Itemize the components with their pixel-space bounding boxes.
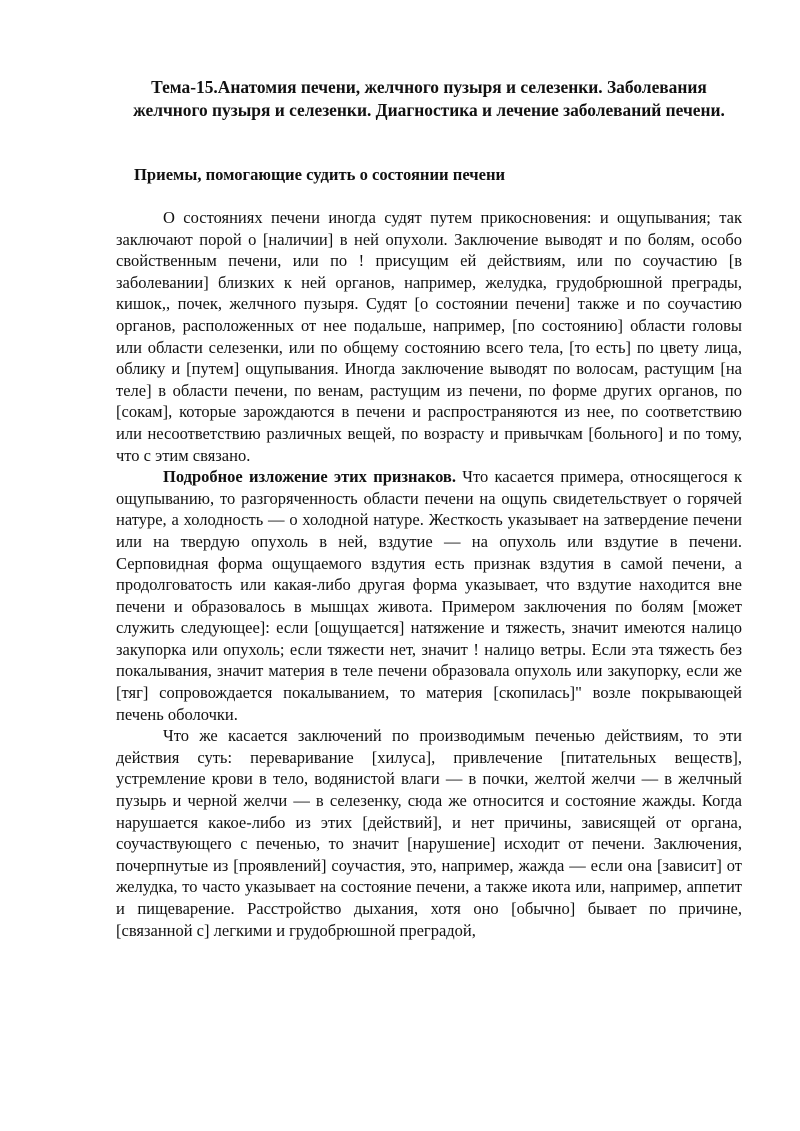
section-heading: Приемы, помогающие судить о состоянии печени — [134, 165, 506, 184]
paragraph-2 — [116, 466, 742, 725]
body-text — [116, 207, 742, 941]
paragraph-2-lead: Подробное изложение этих признаков. — [163, 467, 456, 487]
paragraph-3-text: Что же касается заключений по производимым печенью действиям, то эти действия суть: переваривание [хилуса], привлечение [питательных веществ], устремление крови в тело, водянистой влаги — в почки, желтой желчи — в желчный пузырь и черной желчи — в селезенку, сюда же относится и состояние жажды. Когда нарушается какое-либо из этих [действий], и нет причины, зависящей от органа, соучаствующего с печенью, то значит [нарушение] исходит от печени. Заключения, почерпнутые из [проявлений] соучастия, это, например, жажда — если она [зависит] от желудка, то часто указывает на состояние печени, а также икота или, например, аппетит и пищеварение. Расстройство дыхания, хотя оно [обычно] бывает по причине, [связанной с] легкими и грудобрюшной преградой, — [116, 726, 742, 940]
paragraph-3 — [116, 725, 742, 941]
paragraph-1 — [116, 207, 742, 466]
document-title: Тема-15.Анатомия печени, желчного пузыря и селезенки. Заболевания желчного пузыря и селезенки. Диагностика и лечение заболеваний печени. — [133, 77, 725, 120]
paragraph-2-text: Что касается примера, относящегося к ощупыванию, то разгоряченность области печени на ощупь свидетельствует о горячей натуре, а холодность — о холодной натуре. Жесткость указывает на затвердение печени или на твердую опухоль в ней, вздутие — на опухоль или вздутие в печени. Серповидная форма ощущаемого вздутия есть признак вздутия в самой печени, а продолговатость или какая-либо другая форма указывает, что вздутие находится вне печени и образовалось в мышцах живота. Примером заключения по болям [может служить следующее]: если [ощущается] натяжение и тяжесть, значит имеются налицо закупорка или опухоль; если тяжести нет, значит ! налицо ветры. Если эта тяжесть без покалывания, значит материя в теле печени образовала опухоль или закупорку, если же [тяг] сопровождается покалыванием, то материя [скопилась]" возле покрывающей печень оболочки. — [116, 467, 742, 724]
paragraph-1-text: О состояниях печени иногда судят путем прикосновения: и ощупывания; так заключают порой о [наличии] в ней опухоли. Заключение выводят и по болям, особо свойственным печени, или по ! присущим ей действиям, или по соучастию [в заболевании] близких к ней органов, например, желудка, грудобрюшной преграды, кишок,, почек, желчного пузыря. Судят [о состоянии печени] также и по соучастию органов, расположенных от нее подальше, например, [по состоянию] области головы или области селезенки, или по общему состоянию всего тела, [то есть] по цвету лица, облику и [путем] ощупывания. Иногда заключение выводят по волосам, растущим [на теле] в области печени, по венам, растущим из печени, по форме других органов, по [сокам], которые зарождаются в печени и распространяются из нее, по соответствию или несоответствию различных вещей, по возрасту и привычкам [больного] и по тому, что с этим связано. — [116, 208, 742, 465]
